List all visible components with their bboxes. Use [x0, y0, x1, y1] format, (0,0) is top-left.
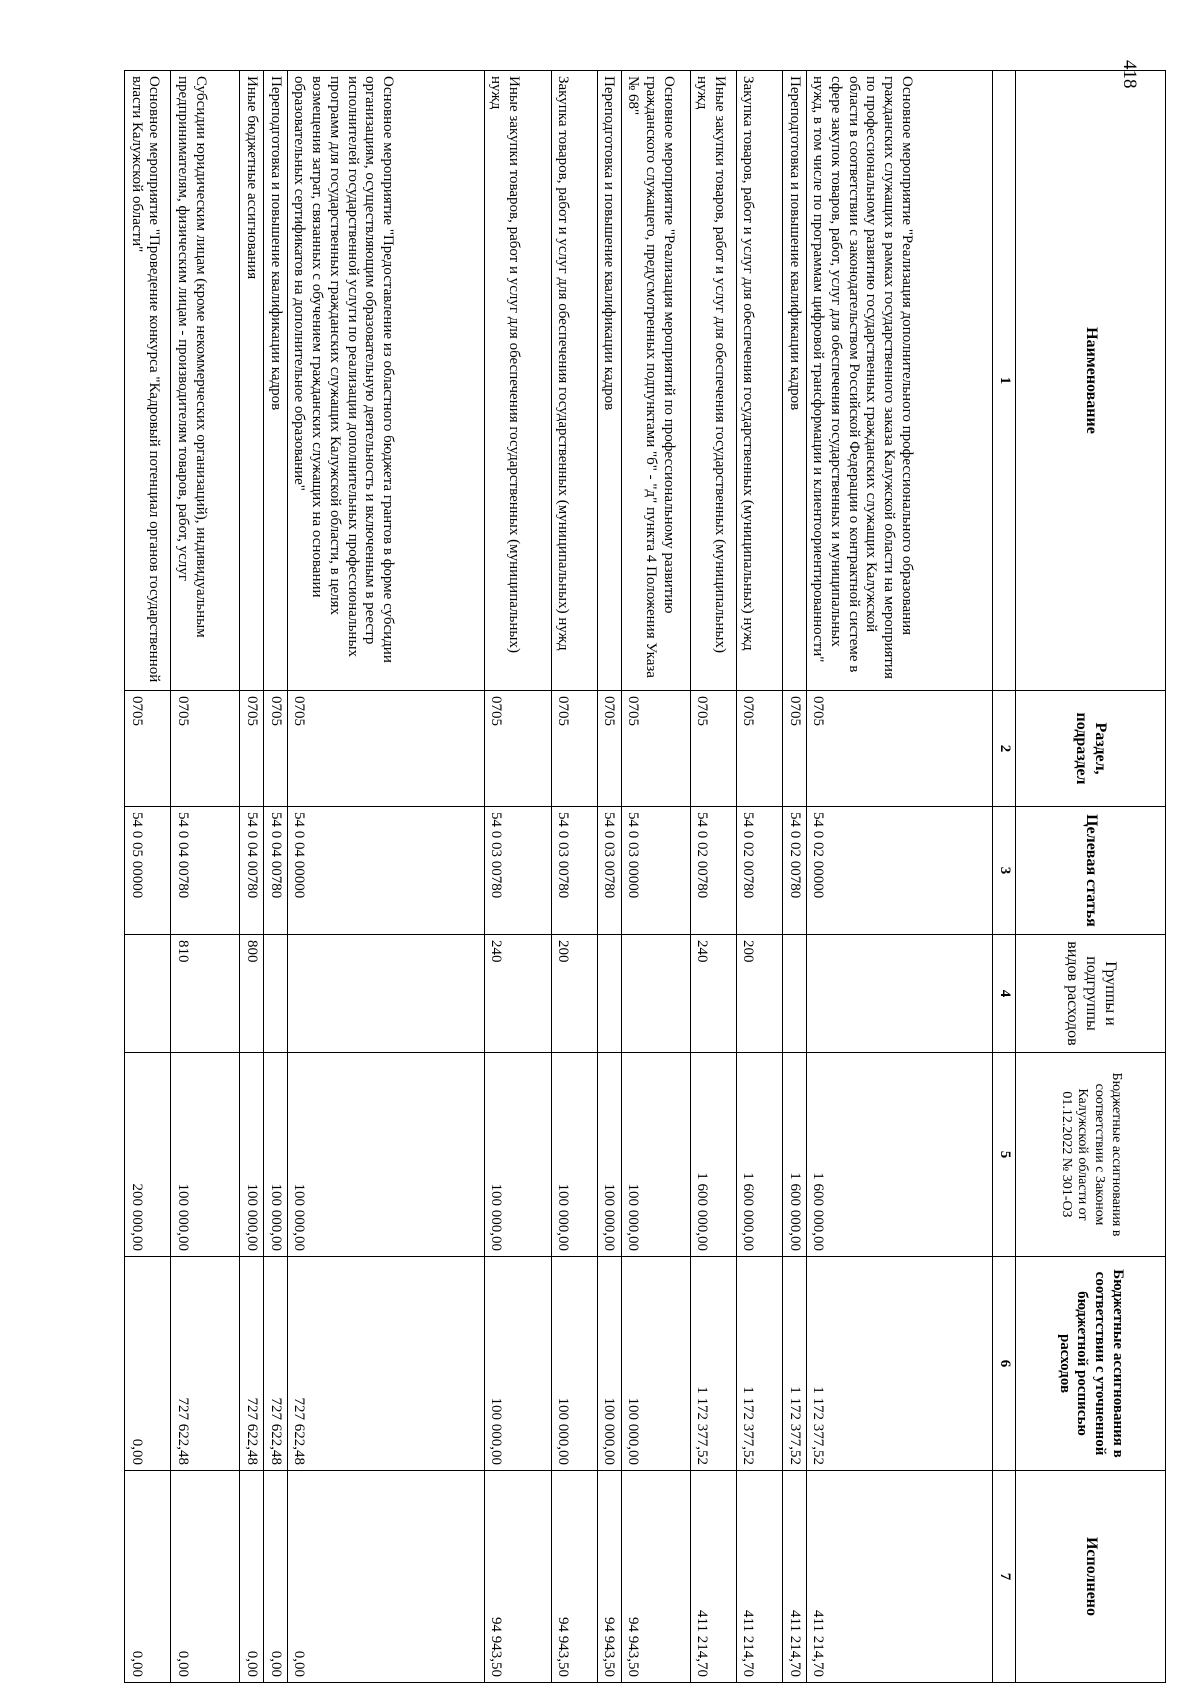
row-expense-group: 240 — [484, 935, 551, 1053]
row-law-allocation: 100 000,00 — [264, 1053, 288, 1257]
row-executed: 0,00 — [171, 1471, 240, 1683]
table-row — [782, 71, 806, 1683]
row-target-article: 54 0 03 00780 — [551, 807, 597, 935]
table-row — [171, 71, 240, 1683]
header-executed: Исполнено — [1016, 1471, 1166, 1683]
row-refined-allocation: 100 000,00 — [621, 1257, 690, 1471]
row-name: Переподготовка и повышение квалификации кадров — [597, 71, 621, 691]
table-row — [597, 71, 621, 1683]
row-law-allocation: 100 000,00 — [484, 1053, 551, 1257]
row-expense-group: 200 — [551, 935, 597, 1053]
row-executed: 0,00 — [240, 1471, 264, 1683]
header-row — [1016, 71, 1166, 1683]
row-expense-group: 240 — [690, 935, 736, 1053]
row-law-allocation: 100 000,00 — [551, 1053, 597, 1257]
row-refined-allocation: 100 000,00 — [597, 1257, 621, 1471]
row-expense-group — [806, 935, 992, 1053]
row-name: Основное мероприятие "Реализация дополнительного профессионального образования гражданских служащих в рамках государственного заказа Калужской области на мероприятия по профессиональному развитию государственных гражданских служащих Калужской области в соответствии с законодательством Российской Федерации о контрактной системе в сфере закупок товаров, работ, услуг для обеспечения государственных и муниципальных нужд, в том числе по программам цифровой трансформации и клиентоориентированности" — [806, 71, 992, 691]
row-expense-group: 800 — [240, 935, 264, 1053]
row-name: Закупка товаров, работ и услуг для обеспечения государственных (муниципальных) нужд — [551, 71, 597, 691]
row-law-allocation: 100 000,00 — [597, 1053, 621, 1257]
budget-execution-table — [124, 70, 1166, 1683]
row-refined-allocation: 1 172 377,52 — [782, 1257, 806, 1471]
column-number: 3 — [993, 807, 1016, 935]
row-law-allocation: 100 000,00 — [240, 1053, 264, 1257]
table-row — [125, 71, 171, 1683]
row-expense-group — [287, 935, 484, 1053]
row-target-article: 54 0 03 00780 — [484, 807, 551, 935]
row-target-article: 54 0 04 00780 — [240, 807, 264, 935]
row-executed: 0,00 — [125, 1471, 171, 1683]
row-name: Переподготовка и повышение квалификации кадров — [782, 71, 806, 691]
column-number: 5 — [993, 1053, 1016, 1257]
row-name: Основное мероприятие "Проведение конкурса "Кадровый потенциал органов государственной власти Калужской области" — [125, 71, 171, 691]
row-executed: 94 943,50 — [551, 1471, 597, 1683]
row-target-article: 54 0 02 00780 — [736, 807, 782, 935]
row-refined-allocation: 1 172 377,52 — [806, 1257, 992, 1471]
row-section: 0705 — [287, 691, 484, 807]
row-section: 0705 — [782, 691, 806, 807]
column-number-row — [993, 71, 1016, 1683]
row-target-article: 54 0 04 00780 — [171, 807, 240, 935]
row-section: 0705 — [125, 691, 171, 807]
row-expense-group — [125, 935, 171, 1053]
row-executed: 411 214,70 — [806, 1471, 992, 1683]
row-expense-group — [264, 935, 288, 1053]
row-name: Иные закупки товаров, работ и услуг для обеспечения государственных (муниципальных) нужд — [690, 71, 736, 691]
row-expense-group: 810 — [171, 935, 240, 1053]
table-row — [690, 71, 736, 1683]
column-number: 4 — [993, 935, 1016, 1053]
header-law-allocations: Бюджетные ассигнования в соответствии с Законом Калужской области от 01.12.2022 № 301-ОЗ — [1016, 1053, 1166, 1257]
row-section: 0705 — [240, 691, 264, 807]
row-refined-allocation: 1 172 377,52 — [736, 1257, 782, 1471]
row-refined-allocation: 727 622,48 — [240, 1257, 264, 1471]
row-law-allocation: 1 600 000,00 — [690, 1053, 736, 1257]
row-target-article: 54 0 02 00780 — [782, 807, 806, 935]
row-section: 0705 — [597, 691, 621, 807]
row-executed: 0,00 — [287, 1471, 484, 1683]
row-refined-allocation: 100 000,00 — [484, 1257, 551, 1471]
row-executed: 411 214,70 — [782, 1471, 806, 1683]
row-refined-allocation: 727 622,48 — [287, 1257, 484, 1471]
header-section: Раздел, подраздел — [1016, 691, 1166, 807]
row-section: 0705 — [621, 691, 690, 807]
row-target-article: 54 0 02 00000 — [806, 807, 992, 935]
table-row — [287, 71, 484, 1683]
row-executed: 94 943,50 — [597, 1471, 621, 1683]
row-target-article: 54 0 02 00780 — [690, 807, 736, 935]
row-target-article: 54 0 03 00000 — [621, 807, 690, 935]
header-name: Наименование — [1016, 71, 1166, 691]
row-executed: 0,00 — [264, 1471, 288, 1683]
row-name: Закупка товаров, работ и услуг для обеспечения государственных (муниципальных) нужд — [736, 71, 782, 691]
table-row — [736, 71, 782, 1683]
row-section: 0705 — [736, 691, 782, 807]
row-name: Иные бюджетные ассигнования — [240, 71, 264, 691]
table-row — [264, 71, 288, 1683]
row-name: Основное мероприятие "Реализация мероприятий по профессиональному развитию гражданского служащего, предусмотренных подпунктами "б" - "д" пункта 4 Положения Указа № 68" — [621, 71, 690, 691]
column-number: 7 — [993, 1471, 1016, 1683]
row-section: 0705 — [806, 691, 992, 807]
rotated-page-content — [124, 70, 1166, 1682]
header-target-article: Целевая статья — [1016, 807, 1166, 935]
row-name: Иные закупки товаров, работ и услуг для обеспечения государственных (муниципальных) нужд — [484, 71, 551, 691]
row-refined-allocation: 1 172 377,52 — [690, 1257, 736, 1471]
row-section: 0705 — [171, 691, 240, 807]
header-refined-allocations: Бюджетные ассигнования в соответствии с уточненной бюджетной росписью расходов — [1016, 1257, 1166, 1471]
row-law-allocation: 100 000,00 — [287, 1053, 484, 1257]
row-law-allocation: 200 000,00 — [125, 1053, 171, 1257]
row-target-article: 54 0 03 00780 — [597, 807, 621, 935]
row-refined-allocation: 727 622,48 — [264, 1257, 288, 1471]
row-name: Переподготовка и повышение квалификации кадров — [264, 71, 288, 691]
row-target-article: 54 0 04 00780 — [264, 807, 288, 935]
column-number: 6 — [993, 1257, 1016, 1471]
row-target-article: 54 0 05 00000 — [125, 807, 171, 935]
row-executed: 94 943,50 — [621, 1471, 690, 1683]
row-law-allocation: 100 000,00 — [171, 1053, 240, 1257]
column-number: 1 — [993, 71, 1016, 691]
row-law-allocation: 1 600 000,00 — [736, 1053, 782, 1257]
row-executed: 94 943,50 — [484, 1471, 551, 1683]
row-executed: 411 214,70 — [690, 1471, 736, 1683]
column-number: 2 — [993, 691, 1016, 807]
row-refined-allocation: 727 622,48 — [171, 1257, 240, 1471]
row-target-article: 54 0 04 00000 — [287, 807, 484, 935]
page-number: 418 — [1119, 60, 1140, 89]
table-row — [240, 71, 264, 1683]
row-refined-allocation: 100 000,00 — [551, 1257, 597, 1471]
row-expense-group — [597, 935, 621, 1053]
row-name: Основное мероприятие "Предоставление из областного бюджета грантов в форме субсидии организациям, осуществляющим образовательную деятельность и включенным в реестр исполнителей государственной услуги по реализации дополнительных профессиональных программ для государственных гражданских служащих Калужской области, в целях возмещения затрат, связанных с обучением гражданских служащих на основании образовательных сертификатов на дополнительное образование" — [287, 71, 484, 691]
row-section: 0705 — [551, 691, 597, 807]
row-law-allocation: 1 600 000,00 — [806, 1053, 992, 1257]
row-expense-group: 200 — [736, 935, 782, 1053]
row-section: 0705 — [264, 691, 288, 807]
table-row — [484, 71, 551, 1683]
table-row — [551, 71, 597, 1683]
row-law-allocation: 1 600 000,00 — [782, 1053, 806, 1257]
table-row — [621, 71, 690, 1683]
row-executed: 411 214,70 — [736, 1471, 782, 1683]
row-name: Субсидии юридическим лицам (кроме некоммерческих организаций), индивидуальным предпринимателям, физическим лицам - производителям товаров, работ, услуг — [171, 71, 240, 691]
table-row — [806, 71, 992, 1683]
row-section: 0705 — [690, 691, 736, 807]
row-refined-allocation: 0,00 — [125, 1257, 171, 1471]
row-expense-group — [621, 935, 690, 1053]
header-expense-group: Группы и подгруппы видов расходов — [1016, 935, 1166, 1053]
row-section: 0705 — [484, 691, 551, 807]
row-law-allocation: 100 000,00 — [621, 1053, 690, 1257]
row-expense-group — [782, 935, 806, 1053]
